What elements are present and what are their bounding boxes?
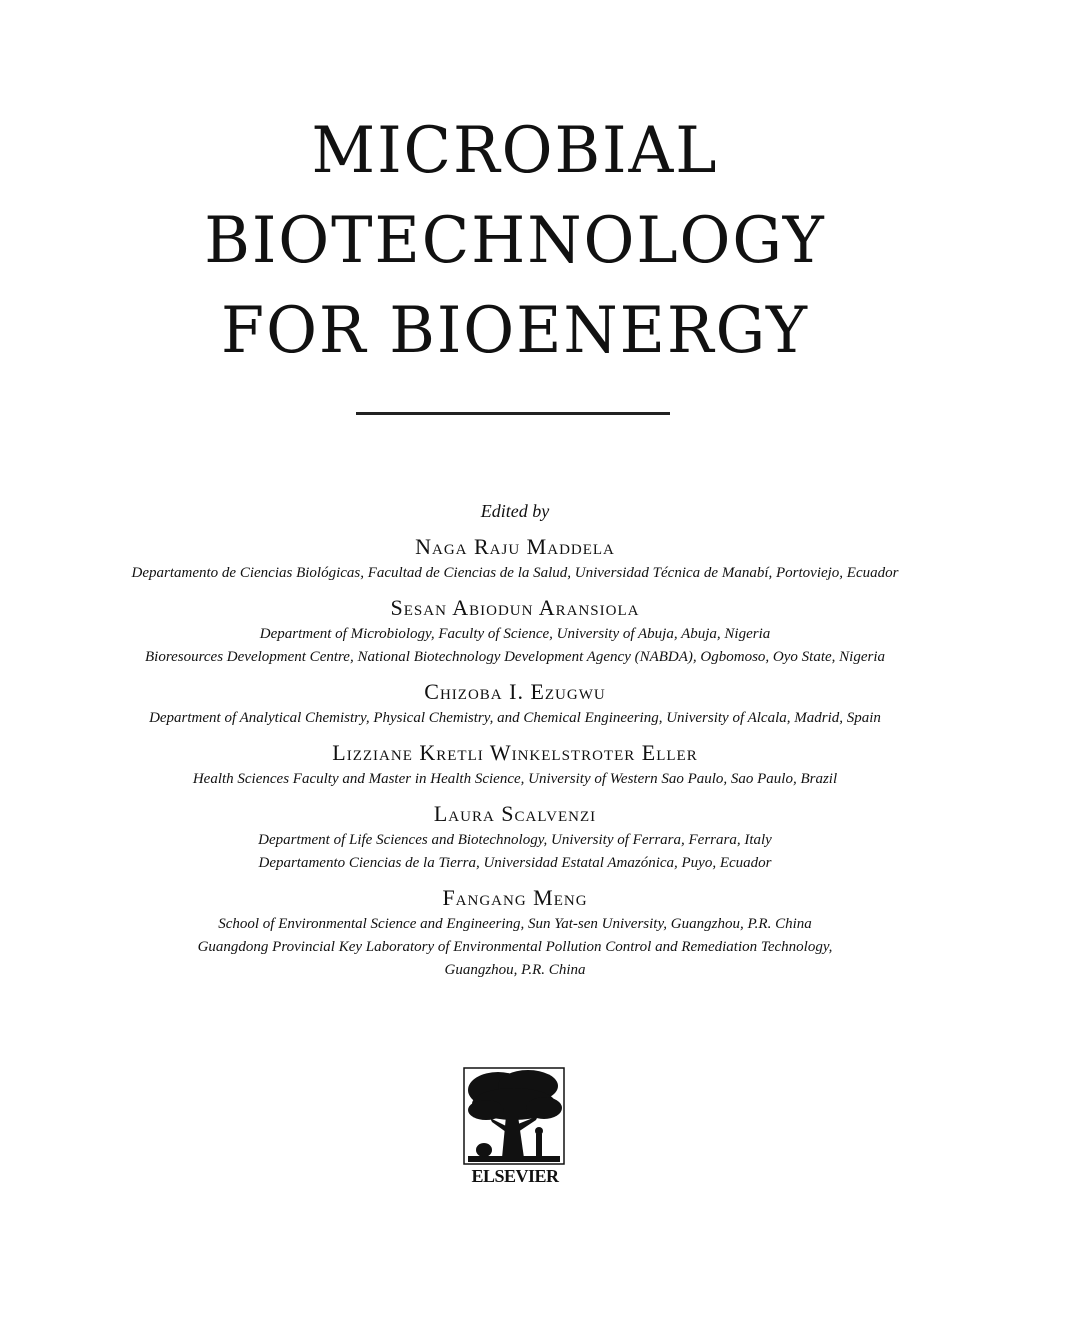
tree-logo-icon <box>464 1068 564 1164</box>
editor-affiliation: Health Sciences Faculty and Master in Health Science, University of Western Sao Paulo, Sao Paulo, Brazil <box>192 771 838 787</box>
editor-affiliation: Guangdong Provincial Key Laboratory of Environmental Pollution Control and Remediation Technology, <box>197 939 833 955</box>
editor-credits <box>0 496 1030 990</box>
publisher-logo <box>462 1066 568 1186</box>
editor-affiliation: Guangzhou, P.R. China <box>444 962 586 978</box>
editor-affiliation: Bioresources Development Centre, National Biotechnology Development Agency (NABDA), Ogbomoso, Oyo State, Nigeria <box>145 649 885 665</box>
editor-name: Naga Raju Maddela <box>415 534 615 559</box>
editor-affiliation: School of Environmental Science and Engineering, Sun Yat-sen University, Guangzhou, P.R. China <box>218 916 812 932</box>
editor-block <box>0 532 1030 585</box>
editor-affiliation: Departamento de Ciencias Biológicas, Facultad de Ciencias de la Salud, Universidad Técnica de Manabí, Portoviejo, Ecuador <box>131 565 899 581</box>
editor-block <box>0 738 1030 791</box>
edited-by-label: Edited by <box>480 501 550 521</box>
editor-block <box>0 799 1030 875</box>
publisher-name: ELSEVIER <box>471 1166 559 1186</box>
editor-affiliation: Departamento Ciencias de la Tierra, Universidad Estatal Amazónica, Puyo, Ecuador <box>258 855 772 871</box>
editor-name: Lizziane Kretli Winkelstroter Eller <box>332 740 698 765</box>
editor-name: Fangang Meng <box>442 885 588 910</box>
title-line-3: FOR BIOENERGY <box>221 294 809 368</box>
title-line-1: MICROBIAL <box>311 114 719 188</box>
editor-block <box>0 677 1030 730</box>
book-title <box>0 106 1030 376</box>
editor-block <box>0 593 1030 669</box>
editor-name: Chizoba I. Ezugwu <box>424 679 606 704</box>
editor-name: Sesan Abiodun Aransiola <box>390 595 640 620</box>
editor-name: Laura Scalvenzi <box>433 801 597 826</box>
title-divider <box>356 412 670 415</box>
editor-affiliation: Department of Life Sciences and Biotechnology, University of Ferrara, Ferrara, Italy <box>258 832 772 848</box>
title-line-2: BIOTECHNOLOGY <box>204 204 826 278</box>
editor-affiliation: Department of Microbiology, Faculty of Science, University of Abuja, Abuja, Nigeria <box>259 626 771 642</box>
editor-affiliation: Department of Analytical Chemistry, Physical Chemistry, and Chemical Engineering, University of Alcala, Madrid, Spain <box>149 710 881 726</box>
editor-block <box>0 883 1030 982</box>
